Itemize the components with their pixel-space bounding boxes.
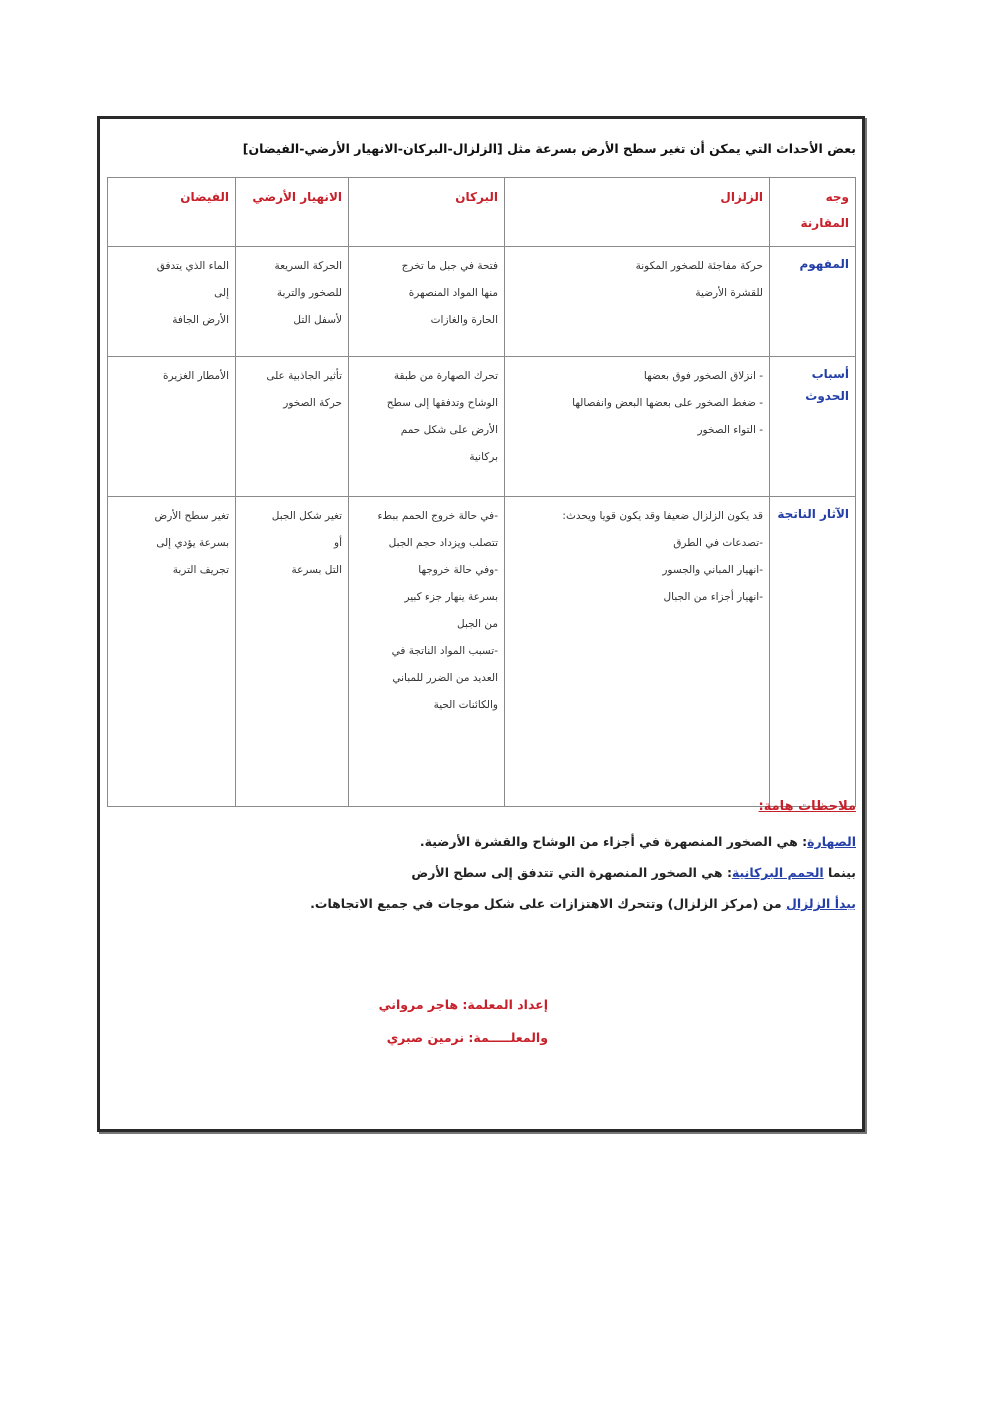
row-label: المفهوم bbox=[770, 247, 856, 357]
table-cell bbox=[505, 497, 770, 807]
cell-line: -تسبب المواد الناتجة في bbox=[391, 645, 498, 657]
cell-line: لأسفل التل bbox=[293, 314, 342, 326]
header-earthquake: الزلزال bbox=[505, 178, 770, 247]
table-cell bbox=[505, 247, 770, 357]
cell-line: الوشاح وتدفقها إلى سطح bbox=[386, 397, 498, 409]
cell-line: - ضغط الصخور على بعضها البعض وانفصالها bbox=[572, 397, 763, 409]
cell-line: للقشرة الأرضية bbox=[695, 287, 763, 299]
table-cell bbox=[236, 247, 349, 357]
cell-line: تغير سطح الأرض bbox=[154, 510, 229, 522]
table-cell bbox=[349, 497, 505, 807]
table-cell bbox=[349, 247, 505, 357]
worksheet-title: بعض الأحداث التي يمكن أن تغير سطح الأرض بسرعة مثل [الزلزال-البركان-الانهيار الأرضي-الفيضان] bbox=[242, 141, 856, 156]
credit-prepared-by: إعداد المعلمة: هاجر مرواني bbox=[378, 997, 548, 1012]
header-comparison: وجه المقارنة bbox=[770, 178, 856, 247]
cell-line: من الجبل bbox=[457, 618, 498, 630]
cell-line: التل بسرعة bbox=[291, 564, 342, 576]
note-term: الصهارة bbox=[807, 834, 856, 849]
cell-line: -انهيار المباني والجسور bbox=[662, 564, 763, 576]
cell-line: قد يكون الزلزال ضعيفا وقد يكون قويا ويحدث: bbox=[562, 510, 763, 522]
table-cell bbox=[108, 497, 236, 807]
note-lava bbox=[116, 865, 856, 880]
table-cell bbox=[505, 357, 770, 497]
credits bbox=[128, 997, 548, 1063]
cell-line: بسرعة ينهار جزء كبير bbox=[404, 591, 498, 603]
note-text: من (مركز الزلزال) وتتحرك الاهتزازات على شكل موجات في جميع الاتجاهات. bbox=[310, 896, 782, 911]
cell-line: الأرض الجافة bbox=[172, 314, 229, 326]
note-magma bbox=[116, 834, 856, 849]
cell-line: أو bbox=[334, 537, 342, 549]
cell-line: الأمطار الغزيرة bbox=[163, 370, 229, 382]
cell-line: -تصدعات في الطرق bbox=[673, 537, 763, 549]
cell-line: الماء الذي يتدفق bbox=[156, 260, 229, 272]
cell-line: فتحة في جبل ما تخرج bbox=[401, 260, 498, 272]
cell-line: -انهيار أجزاء من الجبال bbox=[663, 591, 763, 603]
credit-teacher: والمعلـــــمة: نرمين صبري bbox=[386, 1030, 548, 1045]
table-header-row bbox=[108, 178, 856, 247]
note-sep: : bbox=[722, 865, 732, 880]
cell-line: بركانية bbox=[469, 451, 498, 463]
cell-line: تحرك الصهارة من طبقة bbox=[393, 370, 498, 382]
note-earthquake-start bbox=[116, 896, 856, 911]
notes-section bbox=[116, 799, 856, 927]
cell-line: الحارة والغازات bbox=[430, 314, 498, 326]
header-volcano: البركان bbox=[349, 178, 505, 247]
table-row bbox=[108, 247, 856, 357]
comparison-table bbox=[107, 177, 856, 807]
note-term: الحمم البركانية bbox=[731, 865, 824, 880]
cell-line: تغير شكل الجبل bbox=[271, 510, 342, 522]
cell-line: حركة مفاجئة للصخور المكونة bbox=[635, 260, 763, 272]
worksheet-frame bbox=[97, 116, 865, 1132]
header-flood: الفيضان bbox=[108, 178, 236, 247]
table-row bbox=[108, 497, 856, 807]
cell-line: للصخور والتربة bbox=[276, 287, 342, 299]
header-landslide-label: الانهيار الأرضي bbox=[252, 190, 342, 204]
cell-line: الأرض على شكل حمم bbox=[400, 424, 498, 436]
cell-line: إلى bbox=[214, 287, 229, 299]
note-text: هي الصخور المنصهرة في أجزاء من الوشاح والقشرة الأرضية. bbox=[419, 834, 798, 849]
cell-line: تأثير الجاذبية على bbox=[266, 370, 342, 382]
table-cell bbox=[236, 357, 349, 497]
cell-line: - التواء الصخور bbox=[697, 424, 763, 436]
header-landslide bbox=[236, 178, 349, 247]
row-label: أسباب الحدوث bbox=[770, 357, 856, 497]
cell-line: تجريف التربة bbox=[172, 564, 229, 576]
table-row bbox=[108, 357, 856, 497]
table-cell bbox=[108, 357, 236, 497]
cell-line: منها المواد المنصهرة bbox=[408, 287, 498, 299]
table-cell bbox=[236, 497, 349, 807]
note-sep: : bbox=[797, 834, 808, 849]
cell-line: -وفي حالة خروجها bbox=[418, 564, 498, 576]
cell-line: الحركة السريعة bbox=[274, 260, 342, 272]
table-cell bbox=[349, 357, 505, 497]
cell-line: -في حالة خروج الحمم ببطء bbox=[377, 510, 498, 522]
cell-line: بسرعة يؤدي إلى bbox=[156, 537, 229, 549]
cell-line: العديد من الضرر للمباني bbox=[392, 672, 498, 684]
cell-line: حركة الصخور bbox=[283, 397, 342, 409]
cell-line: - انزلاق الصخور فوق بعضها bbox=[643, 370, 763, 382]
notes-title: ملاحظات هامة: bbox=[758, 799, 856, 814]
note-text: هي الصخور المنصهرة التي تتدفق إلى سطح الأرض bbox=[411, 865, 723, 880]
note-prefix: بينما bbox=[823, 865, 856, 880]
cell-line: والكائنات الحية bbox=[433, 699, 498, 711]
table-cell bbox=[108, 247, 236, 357]
note-term: يبدأ الزلزال bbox=[785, 896, 856, 911]
row-label: الآثار الناتجة bbox=[770, 497, 856, 807]
cell-line: تتصلب ويزداد حجم الجبل bbox=[388, 537, 498, 549]
